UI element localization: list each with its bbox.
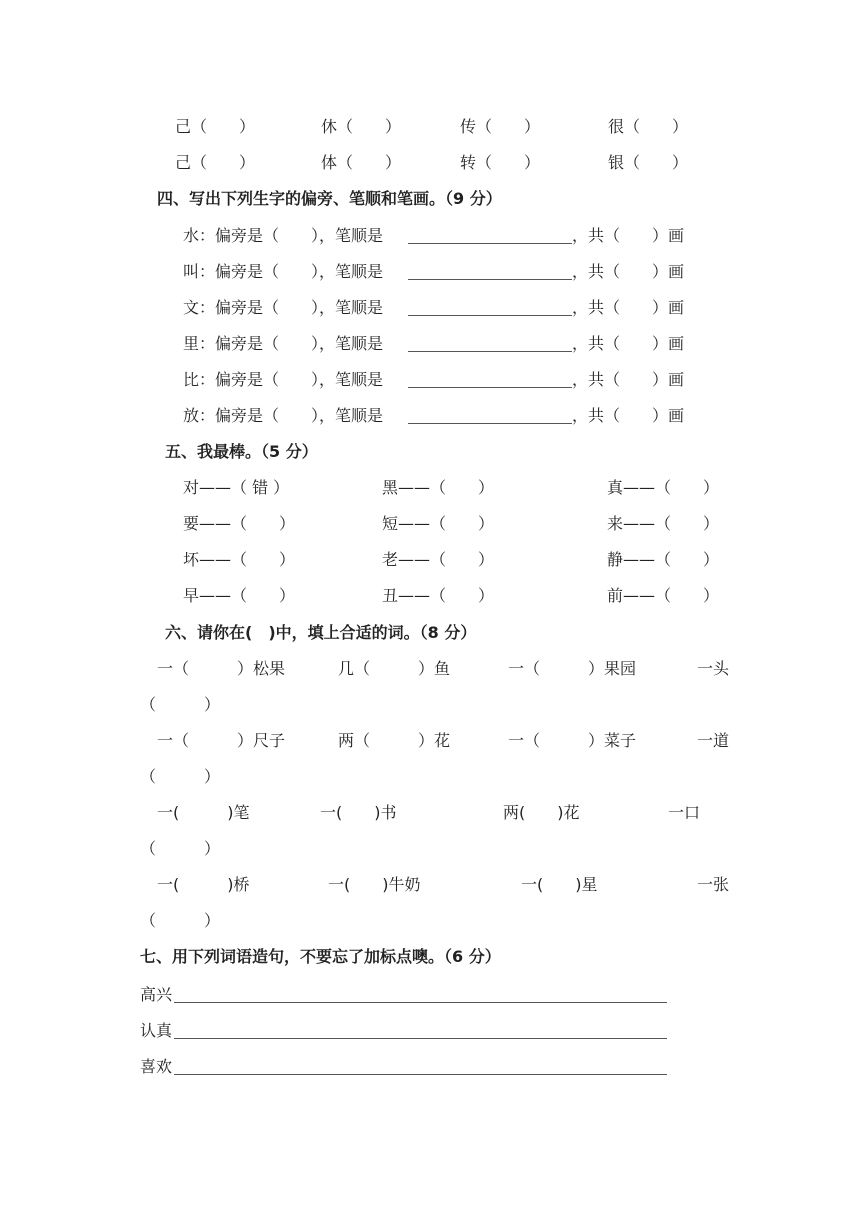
sentence-word: 认真 bbox=[140, 1021, 173, 1040]
sentence-blank[interactable] bbox=[174, 1002, 667, 1003]
measure-wrap: （ ） bbox=[140, 911, 221, 930]
char-item: 银（ ） bbox=[608, 153, 689, 172]
row-prefix: ：偏旁是（ ），笔顺是 bbox=[199, 334, 384, 353]
measure-item: 一（ ）尺子 bbox=[157, 731, 286, 750]
measure-item: 几（ ）鱼 bbox=[338, 659, 451, 678]
row-prefix: ：偏旁是（ ），笔顺是 bbox=[199, 406, 384, 425]
row-char: 里 bbox=[183, 334, 200, 353]
measure-item: 一（ ）果园 bbox=[508, 659, 637, 678]
antonym-item: 真——（ ） bbox=[607, 478, 720, 497]
measure-item: 一( )牛奶 bbox=[328, 875, 421, 894]
row-char: 水 bbox=[183, 226, 200, 245]
char-item: 很（ ） bbox=[608, 117, 689, 136]
measure-item: 一( )星 bbox=[521, 875, 598, 894]
stroke-order-blank[interactable] bbox=[408, 279, 572, 280]
measure-item: 一( )笔 bbox=[157, 803, 250, 822]
measure-wrap: （ ） bbox=[140, 767, 221, 786]
row-suffix: ，共（ ）画 bbox=[572, 406, 685, 425]
antonym-item: 前——（ ） bbox=[607, 586, 720, 605]
measure-item: 一张 bbox=[697, 875, 730, 894]
antonym-item: 短——（ ） bbox=[382, 514, 495, 533]
antonym-item: 要——（ ） bbox=[183, 514, 296, 533]
row-suffix: ，共（ ）画 bbox=[572, 298, 685, 317]
antonym-item: 黑——（ ） bbox=[382, 478, 495, 497]
char-item: 转（ ） bbox=[460, 153, 541, 172]
row-char: 文 bbox=[183, 298, 200, 317]
measure-item: 一( )桥 bbox=[157, 875, 250, 894]
row-char: 放 bbox=[183, 406, 200, 425]
measure-item: 一（ ）菜子 bbox=[508, 731, 637, 750]
row-suffix: ，共（ ）画 bbox=[572, 334, 685, 353]
row-char: 比 bbox=[183, 370, 200, 389]
antonym-item: 来——（ ） bbox=[607, 514, 720, 533]
sentence-blank[interactable] bbox=[174, 1074, 667, 1075]
measure-item: 一( )书 bbox=[320, 803, 397, 822]
section6-heading: 六、请你在( )中，填上合适的词。（8 分） bbox=[165, 623, 477, 642]
measure-item: 一（ ）松果 bbox=[157, 659, 286, 678]
measure-wrap: （ ） bbox=[140, 839, 221, 858]
stroke-order-blank[interactable] bbox=[408, 243, 572, 244]
char-item: 己（ ） bbox=[175, 117, 256, 136]
char-item: 休（ ） bbox=[321, 117, 402, 136]
sentence-blank[interactable] bbox=[174, 1038, 667, 1039]
section7-heading: 七、用下列词语造句，不要忘了加标点噢。（6 分） bbox=[140, 947, 501, 966]
row-prefix: ：偏旁是（ ），笔顺是 bbox=[199, 262, 384, 281]
measure-item: 两（ ）花 bbox=[338, 731, 451, 750]
measure-wrap: （ ） bbox=[140, 695, 221, 714]
antonym-item: 丑——（ ） bbox=[382, 586, 495, 605]
row-suffix: ，共（ ）画 bbox=[572, 226, 685, 245]
measure-item: 一口 bbox=[668, 803, 701, 822]
char-item: 己（ ） bbox=[175, 153, 256, 172]
stroke-order-blank[interactable] bbox=[408, 423, 572, 424]
char-item: 传（ ） bbox=[460, 117, 541, 136]
sentence-word: 喜欢 bbox=[140, 1057, 173, 1076]
stroke-order-blank[interactable] bbox=[408, 387, 572, 388]
antonym-item: 坏——（ ） bbox=[183, 550, 296, 569]
row-prefix: ：偏旁是（ ），笔顺是 bbox=[199, 298, 384, 317]
measure-item: 一道 bbox=[697, 731, 730, 750]
stroke-order-blank[interactable] bbox=[408, 315, 572, 316]
antonym-item: 对——（ 错 ） bbox=[183, 478, 290, 497]
measure-item: 两( )花 bbox=[503, 803, 580, 822]
sentence-word: 高兴 bbox=[140, 985, 173, 1004]
row-char: 叫 bbox=[183, 262, 200, 281]
antonym-item: 早——（ ） bbox=[183, 586, 296, 605]
antonym-item: 老——（ ） bbox=[382, 550, 495, 569]
section5-heading: 五、我最棒。（5 分） bbox=[165, 442, 318, 461]
antonym-item: 静——（ ） bbox=[607, 550, 720, 569]
row-prefix: ：偏旁是（ ），笔顺是 bbox=[199, 370, 384, 389]
measure-item: 一头 bbox=[697, 659, 730, 678]
char-item: 体（ ） bbox=[321, 153, 402, 172]
row-suffix: ，共（ ）画 bbox=[572, 370, 685, 389]
section4-heading: 四、写出下列生字的偏旁、笔顺和笔画。（9 分） bbox=[157, 189, 502, 208]
row-prefix: ：偏旁是（ ），笔顺是 bbox=[199, 226, 384, 245]
row-suffix: ，共（ ）画 bbox=[572, 262, 685, 281]
stroke-order-blank[interactable] bbox=[408, 351, 572, 352]
